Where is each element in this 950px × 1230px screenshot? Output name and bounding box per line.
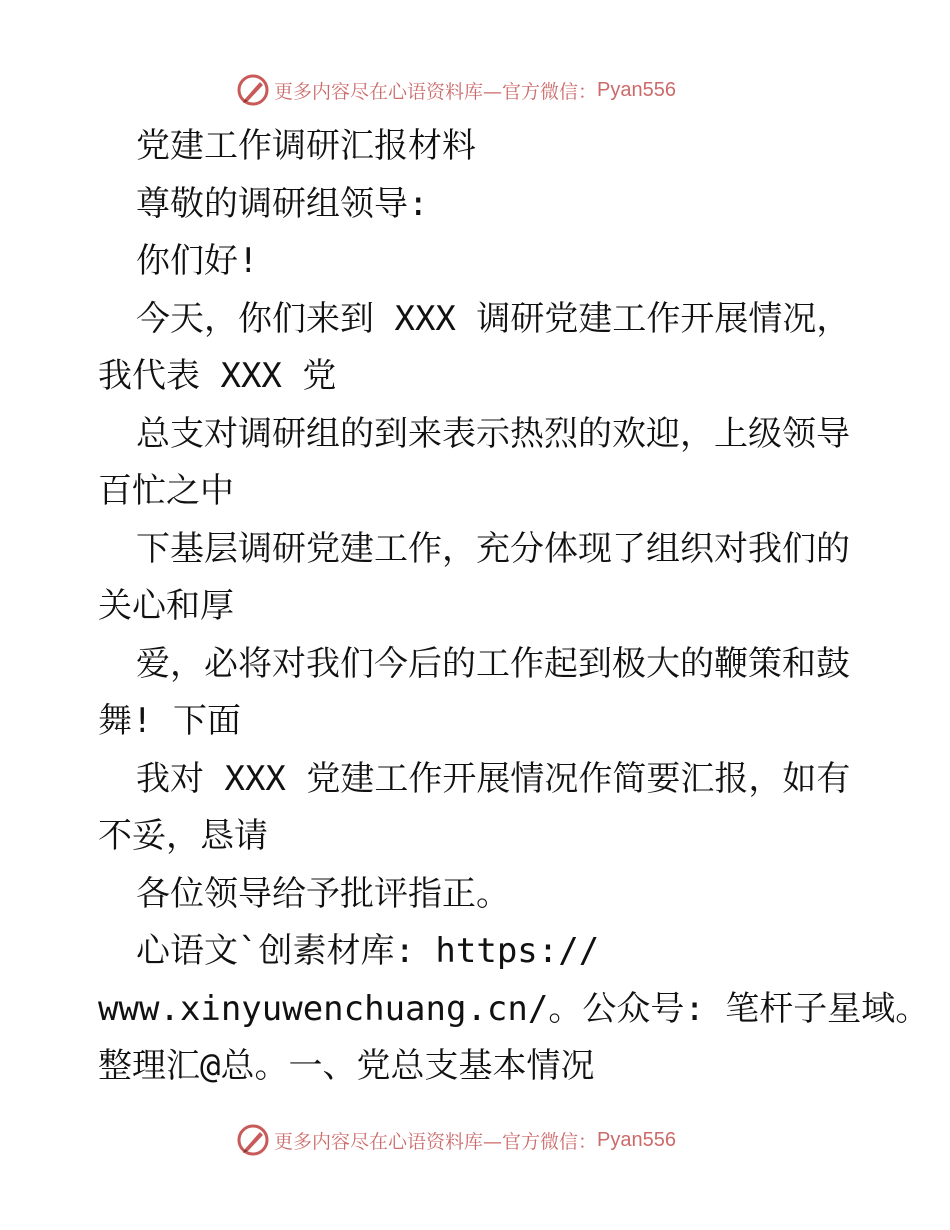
watermark-banner-bottom [236, 1122, 716, 1158]
doc-line: 你们好! [136, 241, 259, 281]
doc-line: 尊敬的调研组领导: [136, 183, 429, 224]
doc-line: 爱，必将对我们今后的工作起到极大的鞭策和鼓 [136, 643, 850, 684]
doc-line: 总支对调研组的到来表示热烈的欢迎，上级领导 [136, 413, 850, 454]
watermark-id: Pyan556 [597, 1128, 676, 1151]
doc-line: 整理汇@总。一、党总支基本情况 [98, 1046, 595, 1086]
doc-line: 关心和厚 [98, 586, 234, 626]
watermark-text: 更多内容尽在心语资料库—官方微信： [274, 80, 598, 103]
doc-line: www.xinyuwenchuang.cn/。公众号: 笔杆子星域。 [98, 988, 930, 1029]
doc-line: 心语文`创素材库: https:// [136, 931, 600, 971]
doc-line: 我对 XXX 党建工作开展情况作简要汇报，如有 [136, 758, 851, 799]
doc-line: 我代表 XXX 党 [98, 356, 337, 396]
watermark-text: 更多内容尽在心语资料库—官方微信： [274, 1130, 598, 1153]
pen-logo-icon [236, 73, 270, 107]
doc-line: 各位领导给予批评指正。 [136, 873, 510, 914]
watermark-banner-top [236, 72, 716, 108]
doc-line: 今天，你们来到 XXX 调研党建工作开展情况， [136, 298, 851, 339]
doc-line: 不妥，恳请 [98, 816, 268, 856]
doc-title: 党建工作调研汇报材料 [136, 126, 476, 166]
doc-line: 百忙之中 [98, 471, 234, 511]
document-body [98, 118, 930, 1096]
doc-line: 下基层调研党建工作，充分体现了组织对我们的 [136, 528, 850, 569]
doc-line: 舞! 下面 [98, 701, 241, 741]
pen-logo-icon [236, 1123, 270, 1157]
watermark-id: Pyan556 [597, 78, 676, 101]
